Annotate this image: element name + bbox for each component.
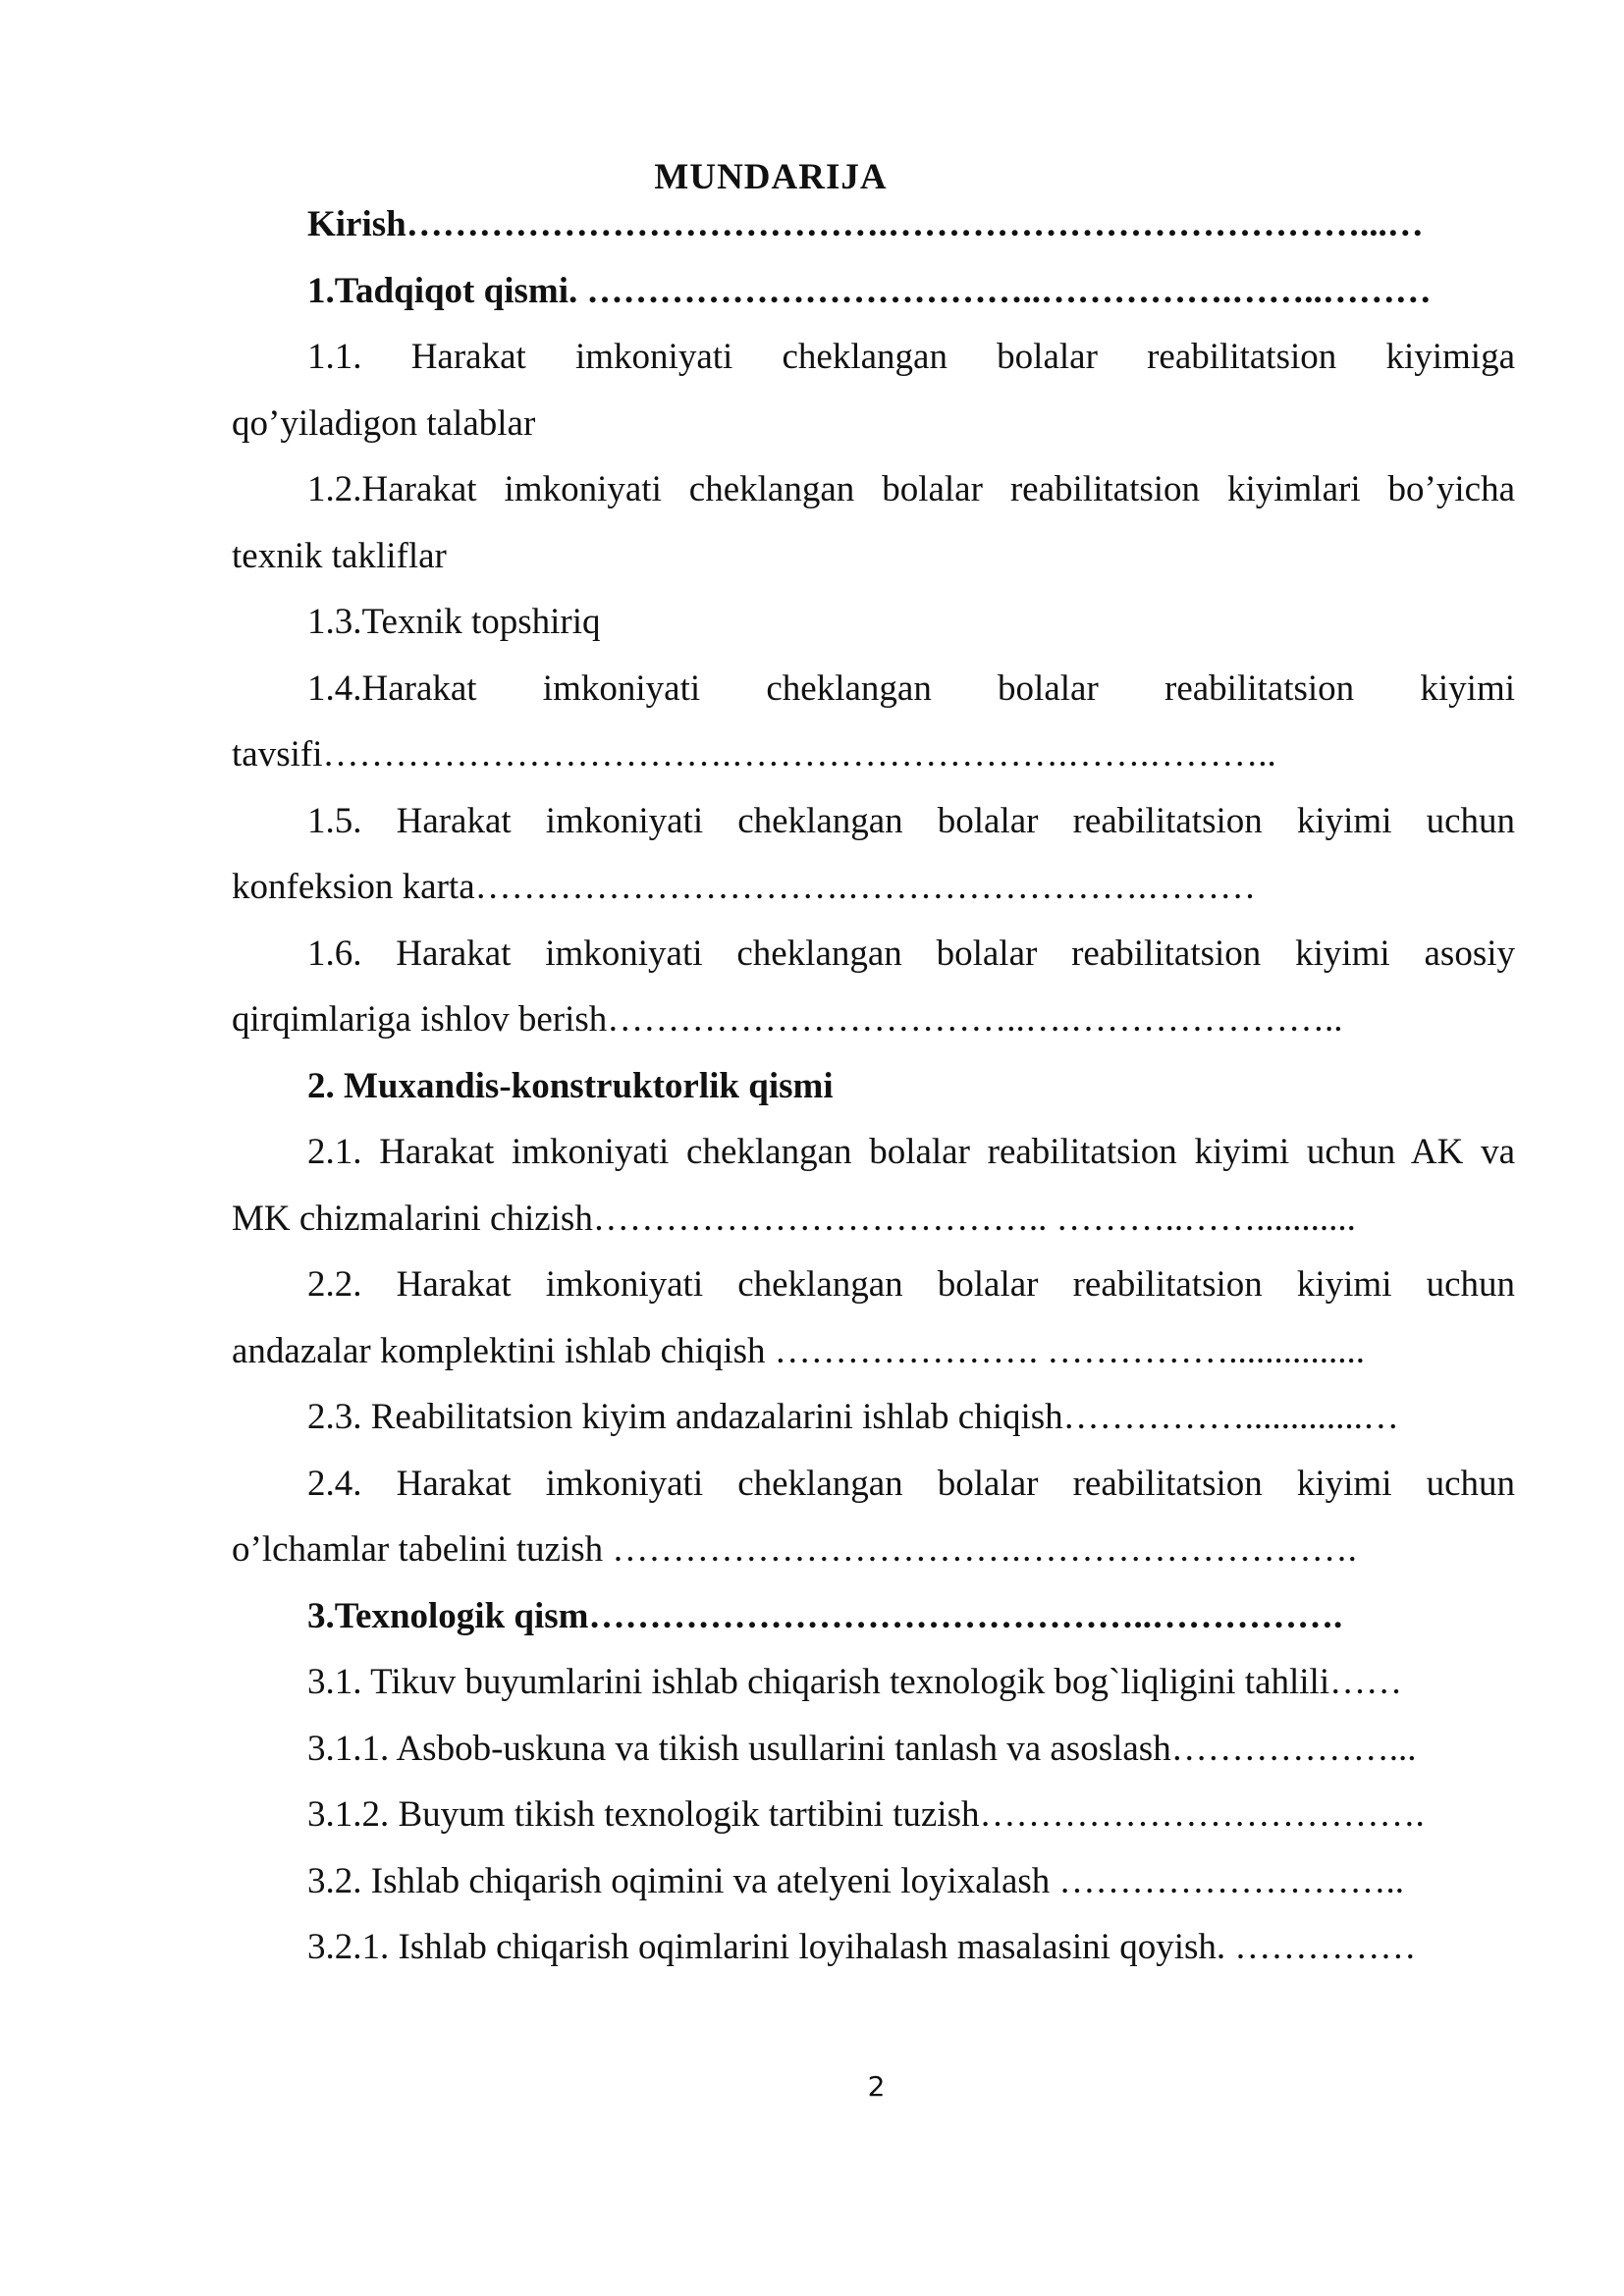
toc-entry: qirqimlariga ishlov berish……………………………..….………………….. <box>232 999 1343 1040</box>
toc-section-heading: 2. Muxandis-konstruktorlik qismi <box>307 1065 834 1106</box>
toc-section-heading: 1.Tadqiqot qismi. ………………………………..…………….……..……… <box>307 270 1432 311</box>
toc-entry: 3.1.2. Buyum tikish texnologik tartibini tuzish………………………………. <box>307 1794 1425 1835</box>
toc-entry: texnik takliflar <box>232 535 447 576</box>
toc-entry: 2.2. Harakat imkoniyati cheklangan bolalar reabilitatsion kiyimi uchun <box>307 1264 1515 1305</box>
toc-entry: MK chizmalarini chizish……………………………….. ………..……........... <box>232 1198 1356 1239</box>
toc-entry: tavsifi…………………………….……………………….…….……….. <box>232 734 1276 774</box>
toc-entry: qo’yiladigon talablar <box>232 402 536 444</box>
toc-section-heading: Kirish………………………………….…………………………………...… <box>307 204 1424 244</box>
toc-entry: 3.1.1. Asbob-uskuna va tikish usullarini tanlash va asoslash………………... <box>307 1728 1417 1769</box>
toc-entry: 1.6. Harakat imkoniyati cheklangan bolalar reabilitatsion kiyimi asosiy <box>307 933 1515 974</box>
toc-entry: 2.4. Harakat imkoniyati cheklangan bolalar reabilitatsion kiyimi uchun <box>307 1463 1515 1504</box>
toc-entry: 1.5. Harakat imkoniyati cheklangan bolalar reabilitatsion kiyimi uchun <box>307 800 1515 841</box>
page-number: 2 <box>867 2070 886 2103</box>
table-of-contents <box>232 200 1515 1990</box>
toc-entry: 1.4.Harakat imkoniyati cheklangan bolalar reabilitatsion kiyimi <box>307 667 1515 709</box>
toc-section-heading: 3.Texnologik qism………………………………………..……………. <box>307 1595 1343 1636</box>
toc-entry: o’lchamlar tabelini tuzish …………………………….………………………. <box>232 1529 1357 1570</box>
toc-entry: andazalar komplektini ishlab chiqish …………………. ……………............... <box>232 1330 1366 1371</box>
page-title: MUNDARIJA <box>654 157 888 197</box>
toc-entry: konfeksion karta………………………….…………………….……… <box>232 867 1257 907</box>
toc-entry: 2.3. Reabilitatsion kiyim andazalarini ishlab chiqish…………….............… <box>307 1397 1399 1437</box>
toc-entry: 1.3.Texnik topshiriq <box>307 602 601 642</box>
toc-entry: 2.1. Harakat imkoniyati cheklangan bolalar reabilitatsion kiyimi uchun AK va <box>307 1132 1515 1172</box>
toc-entry: 3.2. Ishlab chiqarish oqimini va atelyeni loyixalash ……………………….. <box>307 1860 1405 1901</box>
toc-entry: 3.2.1. Ishlab chiqarish oqimlarini loyihalash masalasini qoyish. …………… <box>307 1927 1417 1967</box>
toc-entry: 1.2.Harakat imkoniyati cheklangan bolalar reabilitatsion kiyimlari bo’yicha <box>307 469 1515 509</box>
toc-entry: 3.1. Tikuv buyumlarini ishlab chiqarish texnologik bog`liqligini tahlili…… <box>307 1662 1403 1702</box>
toc-entry: 1.1. Harakat imkoniyati cheklangan bolalar reabilitatsion kiyimiga <box>307 337 1515 377</box>
